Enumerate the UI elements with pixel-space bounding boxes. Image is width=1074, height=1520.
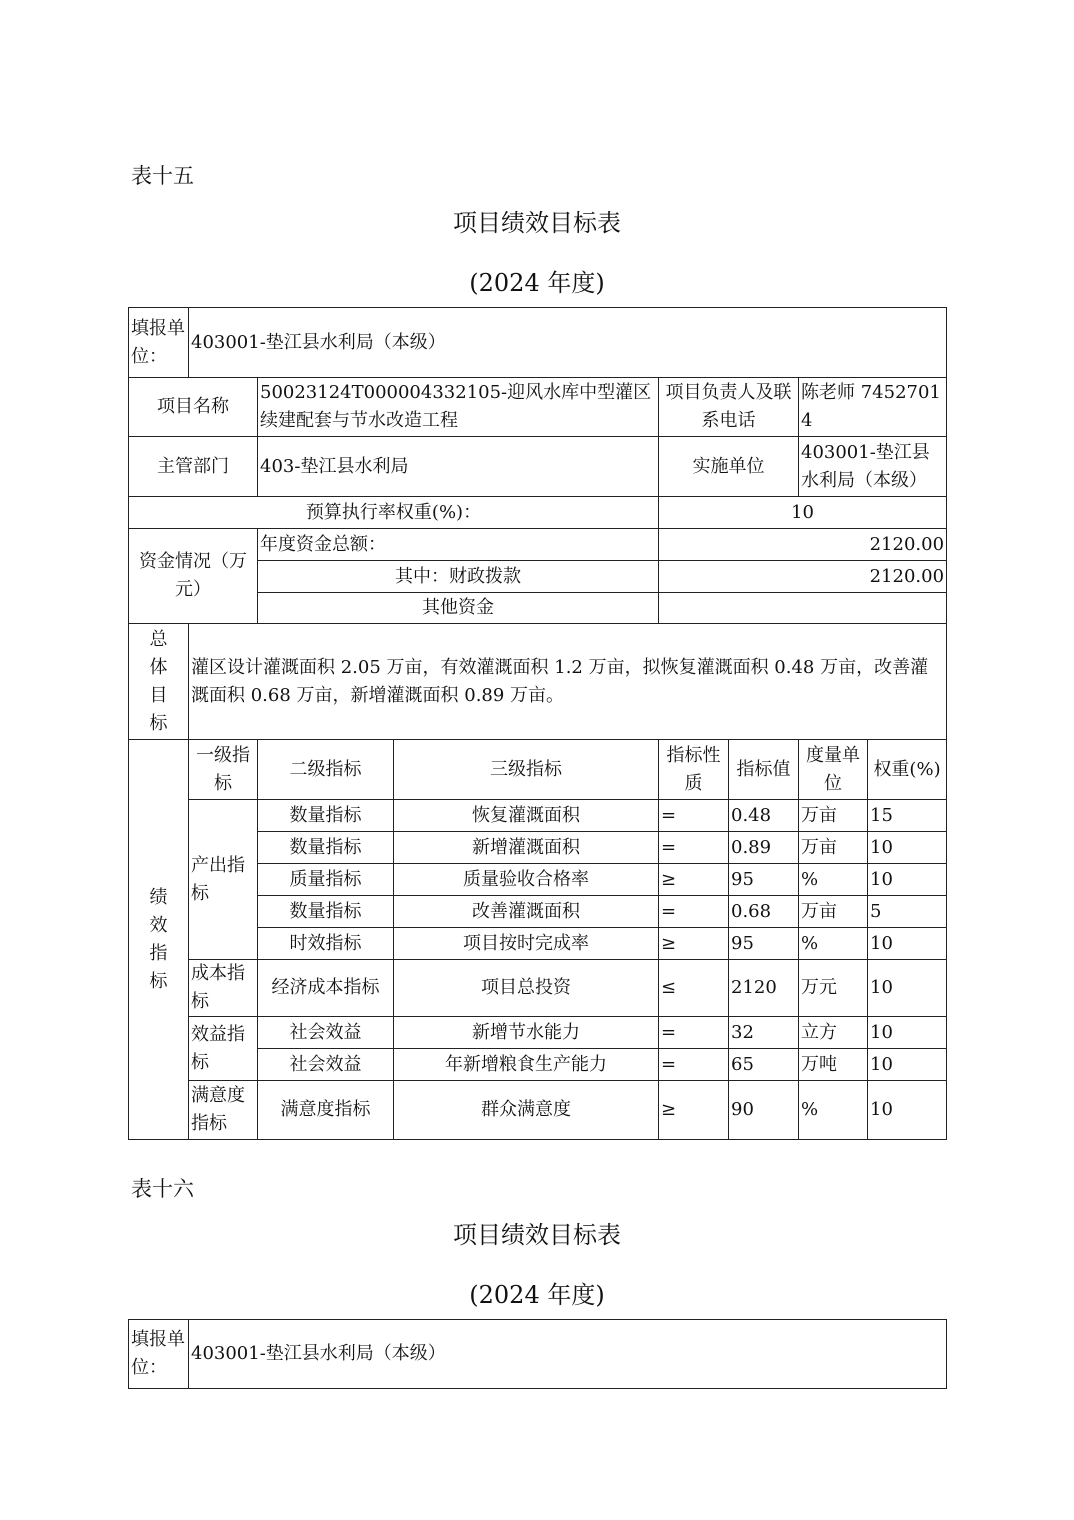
goal-text: 灌区设计灌溉面积 2.05 万亩，有效灌溉面积 1.2 万亩，拟恢复灌溉面积 0.48 万亩，改善灌溉面积 0.68 万亩，新增灌溉面积 0.89 万亩。 — [189, 624, 947, 740]
row-unit: % — [799, 1081, 868, 1140]
row-value: 0.68 — [729, 896, 799, 928]
row-l2: 时效指标 — [258, 928, 394, 960]
table-label-16: 表十六 — [131, 1177, 194, 1201]
header-level3: 三级指标 — [394, 740, 659, 800]
header-weight: 权重(%) — [868, 740, 947, 800]
fill-unit-label: 填报单位： — [129, 1320, 189, 1389]
row-nature: ≤ — [659, 960, 729, 1017]
row-l3: 恢复灌溉面积 — [394, 800, 659, 832]
impl-label: 实施单位 — [659, 437, 799, 497]
row-l2: 质量指标 — [258, 864, 394, 896]
row-l2: 数量指标 — [258, 832, 394, 864]
row-nature: = — [659, 896, 729, 928]
funds-fiscal-value: 2120.00 — [659, 561, 947, 593]
row-l2: 社会效益 — [258, 1049, 394, 1081]
row-l3: 新增节水能力 — [394, 1017, 659, 1049]
row-nature: = — [659, 1017, 729, 1049]
group-output: 产出指标 — [189, 800, 258, 960]
table-row — [129, 1017, 947, 1049]
row-value: 32 — [729, 1017, 799, 1049]
year-subtitle-16: (2024 年度) — [469, 1281, 605, 1309]
page-title: 项目绩效目标表 — [453, 209, 621, 237]
row-value: 95 — [729, 928, 799, 960]
budget-weight-label: 预算执行率权重(%)： — [129, 497, 659, 529]
impl-value: 403001-垫江县水利局（本级） — [799, 437, 947, 497]
row-l3: 项目总投资 — [394, 960, 659, 1017]
row-nature: = — [659, 800, 729, 832]
row-l3: 年新增粮食生产能力 — [394, 1049, 659, 1081]
group-satisfaction: 满意度指标 — [189, 1081, 258, 1140]
header-nature: 指标性质 — [659, 740, 729, 800]
performance-table-16 — [128, 1319, 947, 1389]
table-row — [129, 1081, 947, 1140]
row-value: 90 — [729, 1081, 799, 1140]
row-nature: ≥ — [659, 1081, 729, 1140]
funds-other-label: 其他资金 — [258, 593, 659, 624]
group-benefit: 效益指标 — [189, 1017, 258, 1081]
row-l3: 质量验收合格率 — [394, 864, 659, 896]
row-unit: 万亩 — [799, 832, 868, 864]
row-weight: 10 — [868, 960, 947, 1017]
row-nature: = — [659, 1049, 729, 1081]
row-unit: % — [799, 864, 868, 896]
budget-weight-value: 10 — [659, 497, 947, 529]
table-row — [129, 800, 947, 832]
header-value: 指标值 — [729, 740, 799, 800]
contact-label: 项目负责人及联系电话 — [659, 378, 799, 437]
row-weight: 10 — [868, 832, 947, 864]
funds-total-value: 2120.00 — [659, 529, 947, 561]
funds-fiscal-label: 其中：财政拨款 — [258, 561, 659, 593]
row-l3: 项目按时完成率 — [394, 928, 659, 960]
page-title-16: 项目绩效目标表 — [453, 1221, 621, 1249]
row-value: 65 — [729, 1049, 799, 1081]
fill-unit-label: 填报单位： — [129, 308, 189, 378]
row-weight: 15 — [868, 800, 947, 832]
dept-label: 主管部门 — [129, 437, 258, 497]
row-unit: 立方 — [799, 1017, 868, 1049]
row-value: 0.89 — [729, 832, 799, 864]
row-l2: 经济成本指标 — [258, 960, 394, 1017]
project-name-value: 50023124T000004332105-迎风水库中型灌区续建配套与节水改造工程 — [258, 378, 659, 437]
row-weight: 10 — [868, 1081, 947, 1140]
funds-label: 资金情况（万元） — [129, 529, 258, 624]
row-weight: 10 — [868, 864, 947, 896]
fill-unit-value: 403001-垫江县水利局（本级） — [189, 1320, 947, 1389]
row-weight: 10 — [868, 1017, 947, 1049]
row-l2: 社会效益 — [258, 1017, 394, 1049]
project-name-label: 项目名称 — [129, 378, 258, 437]
contact-value: 陈老师 74527014 — [799, 378, 947, 437]
row-value: 2120 — [729, 960, 799, 1017]
row-unit: % — [799, 928, 868, 960]
goal-label: 总 体 目 标 — [129, 624, 189, 740]
funds-total-label: 年度资金总额： — [258, 529, 659, 561]
row-nature: = — [659, 832, 729, 864]
performance-table — [128, 307, 947, 1140]
dept-value: 403-垫江县水利局 — [258, 437, 659, 497]
row-weight: 10 — [868, 928, 947, 960]
row-l3: 群众满意度 — [394, 1081, 659, 1140]
year-subtitle: (2024 年度) — [469, 269, 605, 297]
row-weight: 10 — [868, 1049, 947, 1081]
row-unit: 万元 — [799, 960, 868, 1017]
row-unit: 万亩 — [799, 800, 868, 832]
header-level2: 二级指标 — [258, 740, 394, 800]
header-unit: 度量单位 — [799, 740, 868, 800]
row-l3: 新增灌溉面积 — [394, 832, 659, 864]
row-unit: 万吨 — [799, 1049, 868, 1081]
table-label: 表十五 — [131, 164, 194, 188]
table-row — [129, 960, 947, 1017]
row-l2: 数量指标 — [258, 800, 394, 832]
group-cost: 成本指标 — [189, 960, 258, 1017]
row-value: 95 — [729, 864, 799, 896]
fill-unit-value: 403001-垫江县水利局（本级） — [189, 308, 947, 378]
header-level1: 一级指标 — [189, 740, 258, 800]
row-l3: 改善灌溉面积 — [394, 896, 659, 928]
row-value: 0.48 — [729, 800, 799, 832]
row-nature: ≥ — [659, 928, 729, 960]
row-unit: 万亩 — [799, 896, 868, 928]
row-weight: 5 — [868, 896, 947, 928]
row-l2: 满意度指标 — [258, 1081, 394, 1140]
row-l2: 数量指标 — [258, 896, 394, 928]
row-nature: ≥ — [659, 864, 729, 896]
perf-label: 绩 效 指 标 — [129, 740, 189, 1140]
funds-other-value — [659, 593, 947, 624]
